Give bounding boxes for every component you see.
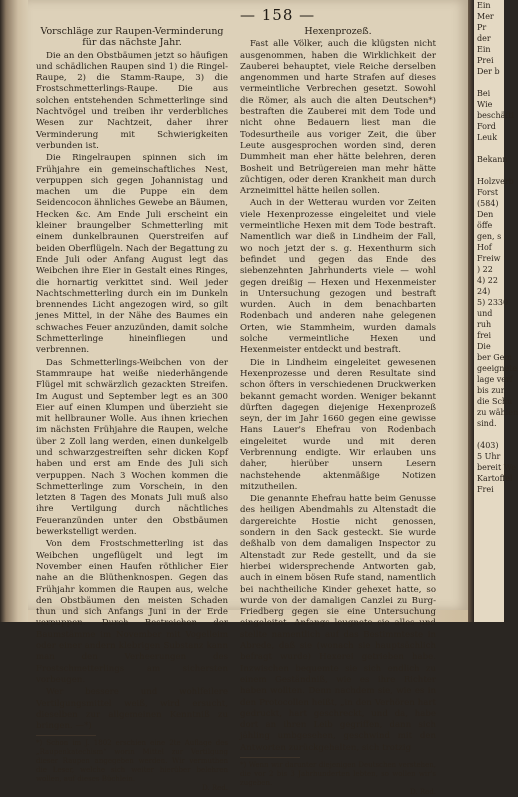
right-paragraph: Die genannte Ehefrau hatte beim Genusse des heiligen Abendmahls zu Altenstadt die dargereichte Hostie nicht genossen, sondern in den Sack gesteckt. Sie wurde deßhalb von dem damaligen Inspector zu Altenstadt zur Rede gestellt, und da sie hierbei widersprechende Antworten gab, auch in einem bösen Rufe stand, namentlich bei nachtheiliche Kinder gehexet hatte, so wurde von der damaligen Canzlei zu Burg-Friedberg gegen sie eine Untersuchung eingeleitet. Anfangs leugnete sie alles und stellte namentlich auf das Bestimmteste in Abrede, daß sie (wonach sie hauptsächlich befragt wurde) Hexerei getrieben habe. Inzwischen bequemte sie sich endlich zu einem Geständniß, wie es ihre Richter haben wollten. Denn nachdem sie, wie es in den Protocollen heißt, „in den Verhören hart gedruckt, hart geschreckt, und da, habe dort an ihren Leib gegriffen, dann sich jähling umbgesehen, geschwind mit den Antworten zurückgehalten, sich trotzig xyxy=(240,494,436,753)
right-page-text-fragment: ruh xyxy=(477,320,492,329)
left-column xyxy=(36,26,228,793)
left-footnote xyxy=(36,739,228,793)
right-page-text-fragment xyxy=(474,143,504,154)
right-page-text-fragment: frei xyxy=(477,331,492,340)
footnote-divider xyxy=(36,735,96,736)
right-page-text-fragment: Den xyxy=(477,210,494,219)
right-page-text-fragment: Kartoffel xyxy=(477,474,513,483)
right-page-text-fragment: Ford xyxy=(477,122,496,131)
right-page-text-fragment xyxy=(474,165,504,176)
right-page-text-fragment: (584) xyxy=(477,199,499,208)
right-page-text-fragment: 5 Uhr xyxy=(477,452,501,461)
right-page-text-fragment: Bekann xyxy=(477,155,508,164)
right-page-text-fragment: sind. xyxy=(477,419,497,428)
right-page-text-fragment: der xyxy=(477,34,491,43)
right-page-text-fragment: Die xyxy=(477,342,491,351)
right-page-text-fragment: beschäfti xyxy=(477,111,515,120)
right-page-text-fragment: ) 22 xyxy=(477,265,493,274)
right-page-text-fragment: lage verf xyxy=(477,375,513,384)
left-column-title: Vorschläge zur Raupen-Verminderung für das nächste Jahr. xyxy=(40,26,224,49)
right-page-text-fragment: (403) xyxy=(477,441,499,450)
right-footnote-signature: D. Red. xyxy=(410,788,436,796)
left-paragraph: Das Schmetterlings-Weibchen von der Stammraupe hat weiße niederhängende Flügel mit schwärzlich gezackten Streifen. Im August und September legt es an 300 Eier auf einen Klumpen und überzieht sie mit hellbrauner Wolle. Aus ihnen kriechen im nächsten Frühjahre die Raupen, welche über 2 Zoll lang werden, einen dunkelgelb und schwarzgestreiften sehr dicken Kopf haben und erst am Ende des Juli sich verpuppen. Nach 3 Wochen kommen die Schmetterlinge zum Vorschein, in den letzten 8 Tagen des Monats Juli muß also ihre Vertilgung durch nächtliches Feueranzünden unter den Obstbäumen bewerkstelligt werden. xyxy=(36,357,228,538)
footnote-divider xyxy=(240,757,300,758)
right-page-text-fragment: Mer xyxy=(477,12,494,21)
right-page-fragment xyxy=(474,0,518,622)
right-page-text-fragment: Leuk xyxy=(477,133,498,142)
left-paragraph: Die an den Obstbäumen jetzt so häufigen und schädlichen Raupen sind 1) die Ringel-Raupe, 2) die Stamm-Raupe, 3) die Frostschmetterlings-Raupe. Die aus solchen entstehenden Schmetterlinge sind Nachtvögel und treiben ihr verderbliches Wesen zur Nachtzeit, daher ihrer Verminderung mit Schwierigkeiten verbunden ist. xyxy=(36,50,228,151)
right-paragraph: Die in Lindheim eingeleitet gewesenen Hexenprozesse und deren Resultate sind schon öfters in verschiedenen Druckwerken bekannt gemacht worden. Weniger bekannt dürften dagegen diejenige Hexenprozeß seyn, der im Jahr 1660 gegen eine gewisse Hans Lauer's Ehefrau von Rodenbach eingeleitet wurde und mit deren Verbrennung endigte. Wir erlauben uns daher, hierüber unsern Lesern nachstehende aktenmäßige Notizen mitzutheilen. xyxy=(240,357,436,492)
right-page-text-fragment: Ein xyxy=(477,1,491,10)
right-page-text-fragment: Wie xyxy=(477,100,493,109)
right-column xyxy=(240,26,436,797)
left-paragraph: Von dem Frostschmetterling ist das Weibchen ungeflügelt und legt im November einen Haufen röthlicher Eier nahe an die Blüthenknospen. Gegen das Frühjahr kommen die Raupen aus, welche den Obstbäumen den meisten Schaden thun und sich Anfangs Juni in der Erde verpuppen. Durch Bestreichen der Baumstämme im November mit Vogelleim oder einer andern klebrigen Substanz kann man den Verheerungen des Frostschmetterlings am sichersten vorbeugen. xyxy=(36,539,228,685)
right-footnote xyxy=(240,761,436,797)
right-page-text-fragment: Ein xyxy=(477,45,491,54)
left-paragraph: Wer bessere und wohlfeilere Vertilgungsmittel weiß, wird ersucht, dieselben zur allgemeinen Kenntniß zu bringen. —*) xyxy=(36,687,228,732)
right-page-text-fragment xyxy=(474,77,504,88)
right-page-text-fragment: geeignete xyxy=(477,364,518,373)
right-paragraph: Auch in der Wetterau wurden vor Zeiten viele Hexenprozesse eingeleitet und viele vermeintliche Hexen mit dem Tode bestraft. Namentlich war dieß in Lindheim der Fall, wo noch jetzt der s. g. Hexenthurm sich befindet und gegen das Ende des siebenzehnten Jahrhunderts viele — wohl gegen dreißig — Hexen und Hexenmeister in Untersuchung gezogen und bestraft wurden. Auch in dem benachbarten Rodenbach und anderen nahe gelegenen Orten, wie Stammheim, wurden damals solche vermeintliche Hexen und Hexenmeister entdeckt und bestraft. xyxy=(240,198,436,356)
right-page-text-fragment xyxy=(474,429,504,440)
left-footnote-signature: D. Red. xyxy=(202,784,228,793)
left-paragraph: Die Ringelraupen spinnen sich im Frühjahre ein gemeinschaftliches Nest, verpuppen sich gegen Johannistag und machen um die Puppe ein dem Seidencocon ähnliches Gewebe an Bäumen, Hecken &c. Am Ende Juli erscheint ein kleiner braungelber Schmetterling mit einem dunkelbraunen Querstreifen auf beiden Oberflügeln. Nach der Begattung zu Ende Juli oder Anfang August legt das Weibchen ihre Eier in Gestalt eines Ringes, die hornartig verkittet sind. Weil jeder Nachtschmetterling durch ein im Dunkeln brennendes Licht angezogen wird, so gilt jenes Mittel, in der Nähe des Baumes ein schwaches Feuer anzuzünden, damit solche Schmetterlinge hineinfliegen und verbrennen. xyxy=(36,153,228,356)
left-page-edge xyxy=(0,0,28,622)
right-page-text-fragment: Hof xyxy=(477,243,492,252)
left-footnote-text: *) Schon im J. 1802 erschien eine 2te Auflage des „Raupenkatechism“ worin Mittel zur Vertilgung dieser Raupen angegeben werden. Wir vermuthen die Leser, welche sich weiter hierüber belehren wollen, auf dieses Büchlein. xyxy=(36,739,228,784)
right-page-text-fragment: zu wählen xyxy=(477,408,518,417)
right-page-text-fragment: 4) 22 xyxy=(477,276,498,285)
right-page-text-fragment: Freiw xyxy=(477,254,501,263)
right-footnote-text: *) Wenn wir darunter diejenigen Deutschen verstehen, die vor 2 bis 3 Jahrhunderten lebten, so wollen wir's zugeben. xyxy=(240,761,436,787)
right-page-text-fragment: Der b xyxy=(477,67,500,76)
right-page-text-fragment: Bei xyxy=(477,89,491,98)
right-page-text-fragment: gen, s xyxy=(477,232,502,241)
right-page-text-fragment: bis zur xyxy=(477,386,505,395)
right-page-text-fragment: bereit We xyxy=(477,463,517,472)
right-paragraph: Fast alle Völker, auch die klügsten nicht ausgenommen, haben die Wirklichkeit der Zauberei behauptet, viele Reiche derselben angenommen und harte Strafen auf dieses vermeintliche Verbrechen gesetzt. Sowohl die Römer, als auch die alten Deutschen*) bestraften die Zauberei mit dem Tode und nicht ohne Bedauern liest man die Todesurtheile aus voriger Zeit, die über Leute ausgesprochen worden sind, deren Dummheit man eher hätte belehren, deren Bosheit und Betrügereien man mehr hätte züchtigen, oder deren Krankheit man durch Arzneimittel hätte heilen sollen. xyxy=(240,39,436,197)
right-page-text-fragment: Forst xyxy=(477,188,499,197)
right-page-text-fragment: Prei xyxy=(477,56,494,65)
right-column-title: Hexenprozeß. xyxy=(304,26,372,37)
right-page-text-fragment: Frei xyxy=(477,485,494,494)
right-page-text-fragment: die Schu xyxy=(477,397,513,406)
right-page-text-fragment: öffe xyxy=(477,221,493,230)
right-page-text-fragment: und xyxy=(477,309,493,318)
right-page-text-fragment: 5) 2330 xyxy=(477,298,509,307)
right-page-text-fragment: ber Gem xyxy=(477,353,512,362)
right-page-text-fragment: Pr xyxy=(477,23,487,32)
right-page-text-fragment: Holzverb xyxy=(477,177,514,186)
right-page-text-fragment: 24) xyxy=(477,287,491,296)
page-number: — 158 — xyxy=(240,6,316,24)
